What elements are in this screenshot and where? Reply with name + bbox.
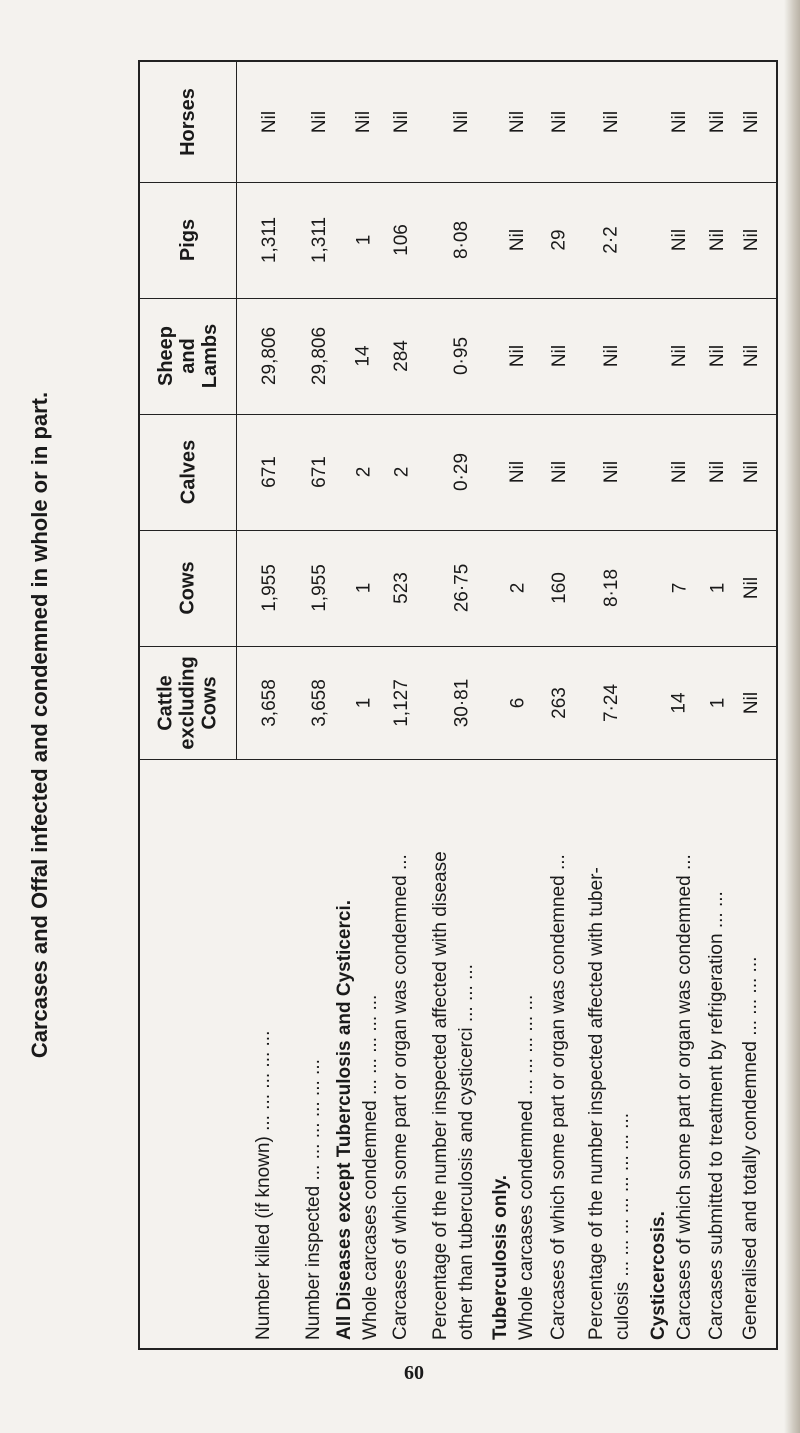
cell-r6-c4: Nil (506, 344, 528, 368)
cell-r11-c4: Nil (740, 344, 762, 368)
cell-r3-c3: 2 (352, 466, 374, 478)
cell-r4-c1: 1,127 (391, 678, 413, 727)
cell-r8-c1: 7·24 (601, 683, 622, 722)
cell-r1-c4: 29,806 (259, 326, 280, 386)
column-header-2: Cows (177, 561, 199, 615)
cell-r4-c6: Nil (390, 110, 412, 134)
cell-r3-c5: 1 (352, 234, 374, 246)
cell-r4-c2: 523 (390, 572, 412, 604)
cell-r2-c6: Nil (308, 110, 330, 134)
cell-r1-c1: 3,658 (259, 678, 281, 727)
column-header-4: Sheep and Lambs (155, 323, 221, 389)
cell-r3-c1: 1 (352, 697, 374, 708)
page-title: Carcases and Offal infected and condemned in whole or in part. (27, 391, 52, 1059)
cell-r9-c6: Nil (668, 110, 690, 134)
cell-r10-c2: 1 (706, 582, 728, 594)
cell-r5-c2: 26·75 (451, 563, 473, 613)
cell-r5-c3: 0·29 (451, 452, 472, 492)
column-header-1: Cattle excluding Cows (154, 655, 221, 750)
cell-r10-c1: 1 (706, 697, 728, 708)
cell-r5-c4: 0·95 (451, 336, 472, 376)
cell-r1-c6: Nil (258, 110, 280, 134)
cell-r5-c6: Nil (450, 110, 472, 134)
cell-r4-c5: 106 (390, 224, 412, 256)
cell-r9-c1: 14 (668, 691, 690, 714)
cell-r6-c3: Nil (506, 460, 528, 484)
cell-r3-c6: Nil (352, 110, 374, 134)
page-edge-shadow (784, 0, 800, 1433)
cell-r2-c3: 671 (308, 456, 330, 488)
cell-r8-c2: 8·18 (601, 568, 622, 608)
cell-r6-c5: Nil (506, 228, 528, 252)
cell-r11-c3: Nil (740, 460, 762, 484)
cell-r7-c1: 263 (548, 686, 570, 719)
cell-r3-c2: 1 (352, 582, 374, 594)
column-header-5: Pigs (177, 218, 199, 262)
cell-r10-c3: Nil (706, 460, 728, 484)
cell-r9-c5: Nil (668, 228, 690, 252)
cell-r8-c6: Nil (600, 110, 622, 134)
cell-r6-c1: 6 (506, 697, 528, 708)
cell-r4-c3: 2 (390, 466, 412, 478)
cell-r2-c4: 29,806 (309, 326, 330, 386)
cell-r10-c4: Nil (706, 344, 728, 368)
cell-r5-c1: 30·81 (451, 678, 473, 727)
column-header-6: Horses (177, 88, 199, 156)
cell-r9-c4: Nil (668, 344, 690, 368)
cell-r8-c4: Nil (600, 344, 622, 368)
cell-r2-c5: 1,311 (309, 216, 331, 264)
cell-r7-c4: Nil (548, 344, 570, 368)
column-header-3: Calves (177, 439, 199, 505)
cell-r2-c1: 3,658 (309, 678, 331, 727)
cell-r11-c2: Nil (740, 576, 762, 600)
cell-r7-c6: Nil (548, 110, 570, 134)
cell-r1-c3: 671 (258, 456, 280, 488)
cell-r1-c2: 1,955 (259, 564, 281, 612)
cell-r9-c2: 7 (668, 582, 690, 594)
cell-r11-c1: Nil (740, 691, 762, 714)
page-number: 60 (404, 1362, 424, 1384)
condemnation-table: Cattle excluding Cows Cows Calves Sheep and Lambs Pigs Horses 3,658 1,955 671 29,806 1,311 Nil 3,658 1,955 671 29,806 1,311 Nil 1 1 2 14 1 Nil 1,127 523 2 284 106 Nil 30·81 26·75 0·29 0·95 8·08 Nil 6 2 Nil Nil Nil Nil 263 160 Nil Nil 29 Nil 7·24 8·18 Nil Nil 2·2 Nil 14 7 Nil Nil Nil Nil 1 1 Nil Nil Nil Nil Nil Nil Nil Nil Nil Nil Number killed (if known) ... ... ... ... ... Number inspected ... ... ... ... ... ... All Diseases except Tuberculosis and Cysticerci. Whole carcases condemned ... ... ... ... ... Carcases of which some part or organ was condemned ... Percentage of the number inspected affected with disease other than tuberculosis and cysticerci ... ... ... Tuberculosis only. Whole carcases condemned ... ... ... ... ... Carcases of which some part or organ was condemned ... Percentage of the number inspected affected with tuber- culosis ... ... ... ... ... ... ... ... Cysticercosis. Carcases of which some part or organ was condemned ... Carcases submitted to treatment by refrigeration ... ... Generalised and totally condemned ... ... ... ... (138, 60, 778, 1350)
cell-r7-c5: 29 (548, 229, 570, 251)
cell-r9-c3: Nil (668, 460, 690, 484)
cell-r6-c6: Nil (506, 110, 528, 134)
cell-r6-c2: 2 (506, 582, 528, 594)
cell-r4-c4: 284 (390, 340, 412, 372)
cell-r8-c3: Nil (600, 460, 622, 484)
cell-r10-c6: Nil (706, 110, 728, 134)
cell-r11-c5: Nil (740, 228, 762, 252)
cell-r7-c3: Nil (548, 460, 570, 484)
cell-r5-c5: 8·08 (451, 220, 472, 260)
cell-r1-c5: 1,311 (259, 216, 281, 264)
cell-r7-c2: 160 (548, 572, 570, 604)
cell-r11-c6: Nil (740, 110, 762, 134)
cell-r10-c5: Nil (706, 228, 728, 252)
cell-r8-c5: 2·2 (601, 226, 622, 254)
cell-r2-c2: 1,955 (309, 564, 331, 612)
cell-r3-c4: 14 (352, 345, 374, 367)
